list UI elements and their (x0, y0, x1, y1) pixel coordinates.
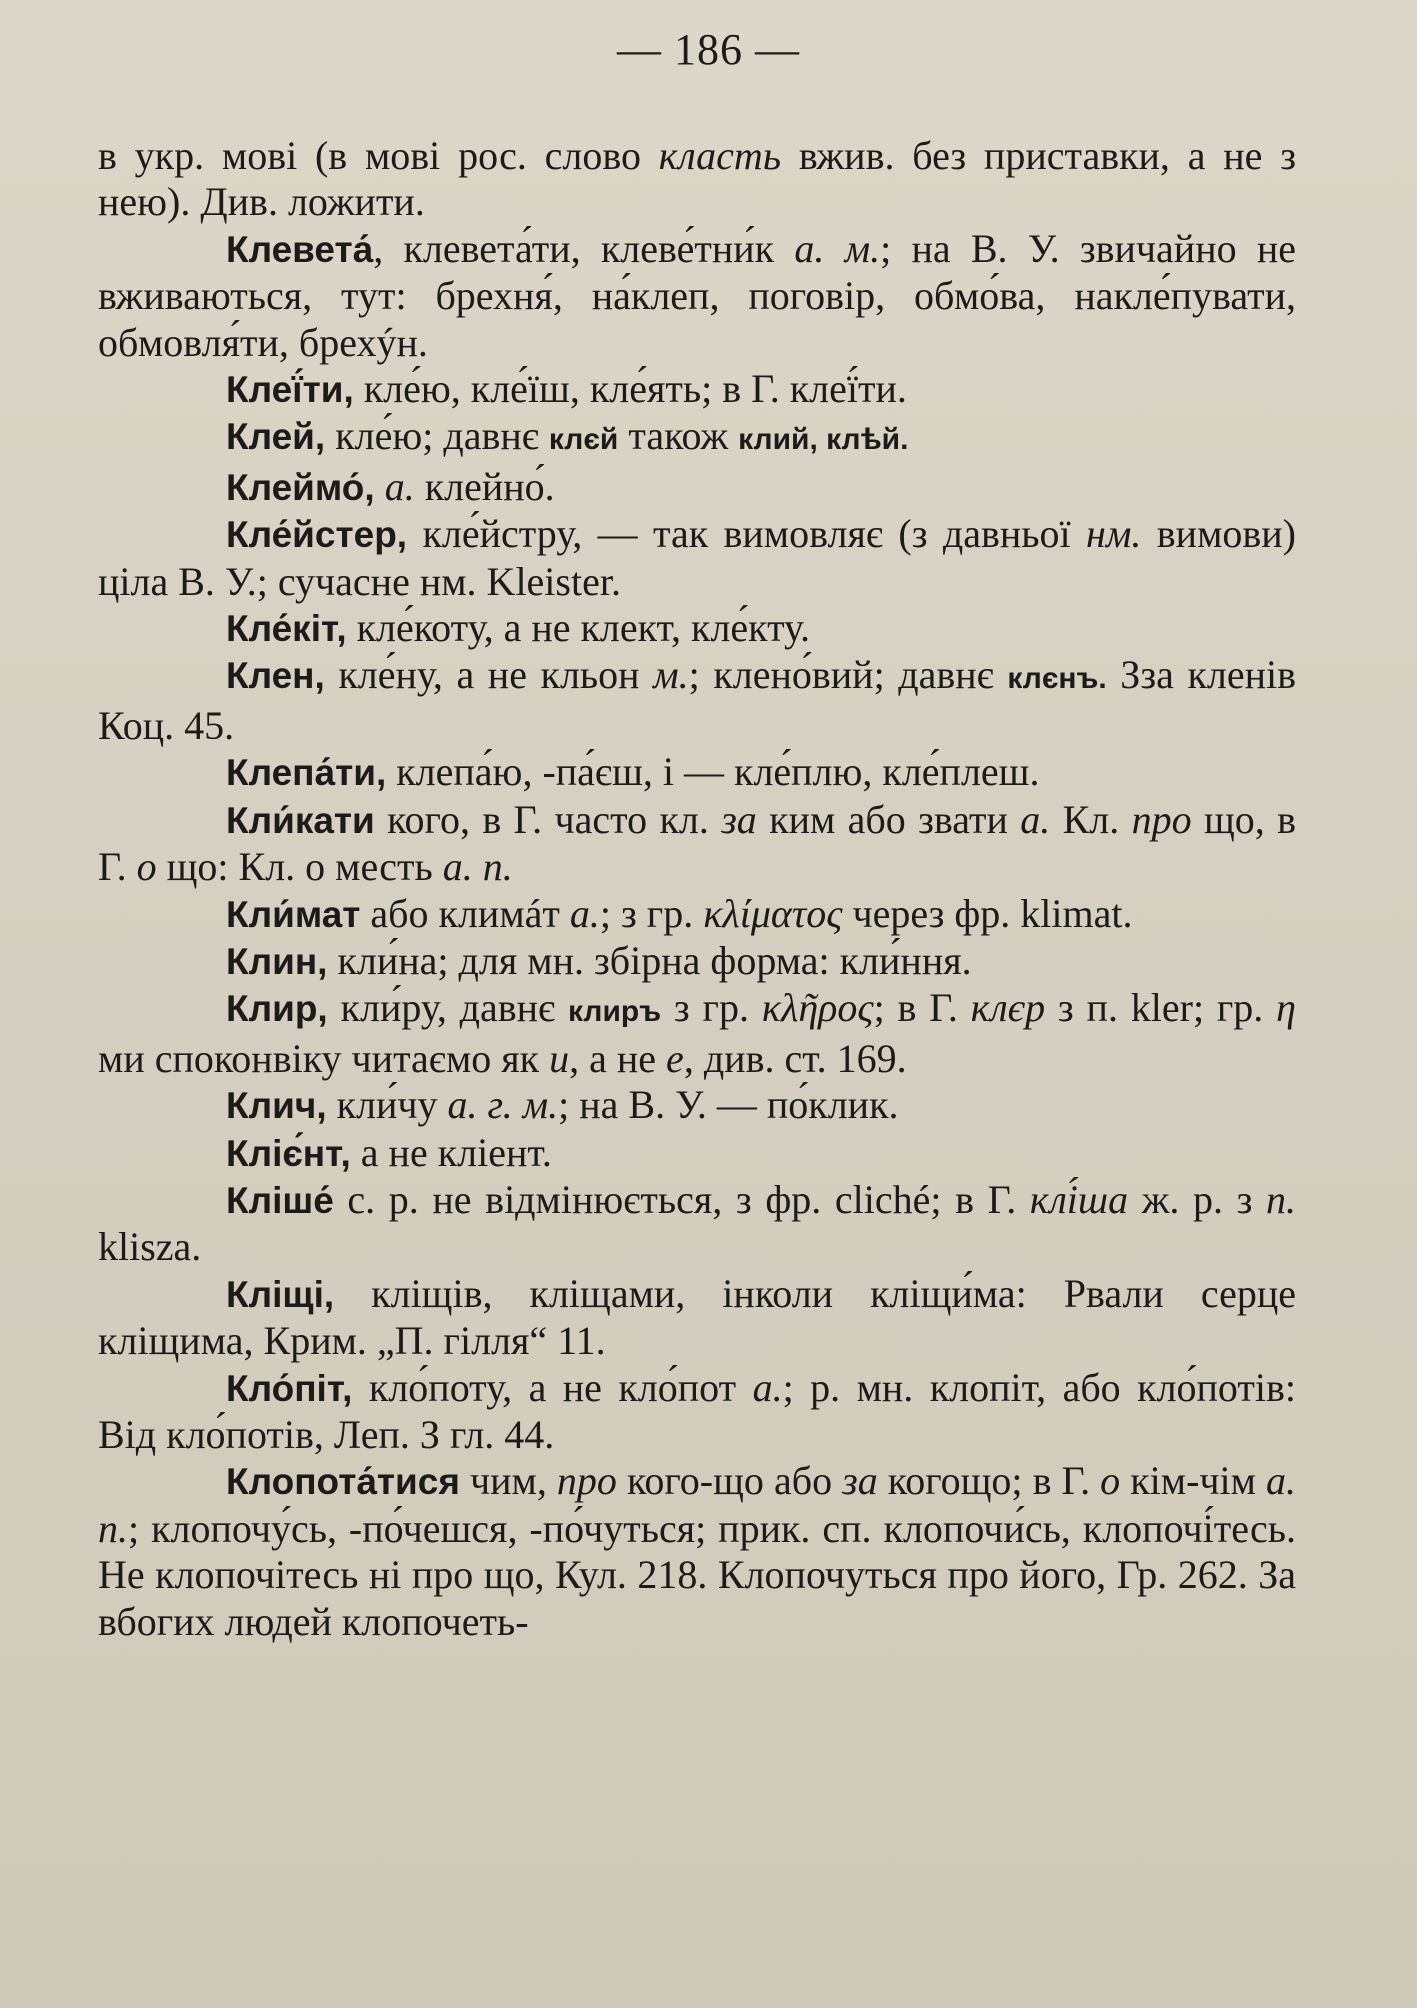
entry-text: кле́ю, кле́їш, кле́ять; в Г. клеї́ти. (353, 366, 907, 412)
entry-italic: а. м. (794, 225, 881, 271)
entry-headword: Клепа́ти, (226, 752, 387, 794)
entry-text: в укр. мові (в мові рос. слово (98, 133, 659, 178)
entry-italic: нм. (1086, 511, 1142, 557)
entry-headword: Клопота́тися (226, 1461, 460, 1503)
entry-headword: Кли́кати (226, 799, 375, 841)
entry-italic: клі́ша (1029, 1176, 1129, 1222)
entry-text: також (618, 413, 739, 459)
entry-text: кле́коту, а не клект, кле́кту. (346, 605, 811, 651)
entry-text: вжив. без приставки, а не з нею). Див. ложити. (98, 133, 1297, 225)
entry-text: з п. kler; гр. (1045, 985, 1277, 1031)
entry-text: а не кліент. (350, 1129, 552, 1175)
dictionary-entry (98, 366, 1296, 413)
entry-headword: Клей, (226, 416, 326, 458)
entry-text: кліщів, кліщами, інколи кліщи́ма: Рвали серце кліщима, Крим. „П. гілля“ 11. (98, 1270, 1296, 1364)
entry-text: когощо; в Г. (877, 1458, 1101, 1504)
entry-text: , див. ст. 169. (683, 1035, 907, 1081)
entry-text: чим, (459, 1458, 557, 1504)
entry-text: ким або звати (756, 796, 1021, 842)
dictionary-entry (98, 464, 1296, 511)
entry-text: кім-чім (1120, 1458, 1266, 1504)
entry-italic: про (556, 1458, 617, 1504)
entry-italic: п. (1266, 1176, 1297, 1222)
entry-italic: κλίματος (703, 890, 843, 936)
entry-text: ; з гр. (599, 890, 704, 936)
entry-text: через фр. klimat. (842, 890, 1133, 936)
entry-text: кли́чу (326, 1082, 448, 1128)
entry-text: ; в Г. (873, 985, 971, 1031)
entry-italic: а. (384, 463, 415, 509)
entry-text: ; клопочу́сь, -по́чешся, -по́чуться; прик. сп. клопочи́сь, клопочі́тесь. Не клопочітесь ні про що, Кул. 218. Клопочуться про його, Гр. 262. За вбогих людей клопочеть- (98, 1505, 1296, 1644)
entry-headword: Клен, (226, 655, 325, 697)
entry-text: кого-що або (616, 1458, 843, 1504)
entry-italic: а. п. (442, 844, 513, 890)
entry-headword: Кле́кіт, (226, 608, 347, 650)
entry-headword: Клеймо́, (226, 466, 375, 508)
entry-text: кле́йстру, — так вимовляє (з давньої (407, 511, 1087, 557)
entry-text: кого, в Г. часто кл. (374, 796, 722, 842)
entry-text: Кл. (1050, 796, 1132, 842)
entry-text: що: Кл. о месть (156, 844, 443, 890)
dictionary-entry (98, 511, 1296, 605)
entry-headword: Кли́мат (226, 893, 361, 935)
entry-headword: Клир, (226, 988, 328, 1030)
entry-text: , а не (569, 1035, 667, 1081)
entry-text: кли́ру, давнє (327, 985, 569, 1031)
dictionary-entry (98, 1271, 1296, 1365)
entry-text: с. р. не відмінюється, з фр. cliché; в Г. (333, 1176, 1030, 1222)
entry-italic: а. (1020, 796, 1051, 842)
entry-italic: за (721, 796, 757, 842)
entry-text: вимови) ціла В. У.; сучасне нм. Kleister. (98, 511, 1296, 604)
entry-italic: про (1131, 796, 1192, 842)
dictionary-entry (98, 226, 1296, 366)
entry-headword: Клевета́ (226, 228, 374, 270)
entry-headword: Клич, (226, 1085, 327, 1127)
entry-headword: Клин, (226, 940, 328, 982)
entry-text: ; клено́вий; давнє (688, 652, 1008, 698)
dictionary-text (98, 133, 1296, 1645)
entry-italic: а. п. (98, 1458, 1296, 1551)
entry-text: klisza. (98, 1224, 202, 1270)
entry-italic: κλῆρος (761, 985, 874, 1031)
entry-text: з гр. (661, 985, 762, 1031)
dictionary-entry (98, 413, 1296, 463)
dictionary-entry (98, 652, 1296, 749)
entry-text: ми споконвіку читаємо як (98, 1035, 550, 1081)
dictionary-entry (98, 797, 1296, 891)
entry-italic: а. (752, 1364, 783, 1410)
entry-text: клепа́ю, -па́єш, і — кле́плю, кле́плеш. (386, 749, 1040, 795)
entry-italic: о (1100, 1458, 1121, 1504)
dictionary-entry (98, 891, 1296, 938)
dictionary-entry (98, 938, 1296, 985)
entry-headword: Кло́піт, (226, 1367, 353, 1409)
dictionary-entry (98, 1082, 1296, 1129)
entry-headword: Кліше́ (226, 1179, 334, 1221)
entry-text: що, в Г. (98, 796, 1297, 890)
dictionary-entry (98, 1177, 1296, 1271)
entry-text: ; на В. У. — по́клик. (558, 1082, 899, 1128)
entry-headword: Кліщі, (226, 1273, 335, 1315)
entry-text: Зза кленів Коц. 45. (98, 652, 1297, 748)
entry-text: ж. р. з (1128, 1176, 1267, 1222)
entry-old-spelling: клєнъ. (1007, 662, 1107, 696)
entry-text: кле́ну, а не кльон (324, 652, 654, 698)
entry-italic: класть (658, 133, 782, 178)
entry-headword: Клеї́ти, (226, 369, 354, 411)
entry-italic: и (549, 1035, 570, 1081)
entry-old-spelling: клий, клѣй. (738, 423, 909, 457)
entry-italic: о (136, 844, 157, 890)
dictionary-entry (98, 1458, 1296, 1645)
entry-text: або климáт (360, 890, 570, 936)
entry-text: кли́на; для мн. збірна форма: кли́ння. (327, 937, 972, 983)
entry-old-spelling: клиръ (568, 995, 662, 1029)
entry-text: клейно́. (414, 463, 555, 509)
entry-italic: м. (653, 652, 689, 698)
entry-text: кло́поту, а не кло́пот (352, 1364, 753, 1410)
entry-text: ; на В. У. звичайно не вживаються, тут: брехня́, на́клеп, поговір, обмо́ва, накле́пувати, обмовля́ти, брехýн. (98, 225, 1296, 365)
entry-text: ; р. мн. клопіт, або кло́потів: Від кло́потів, Леп. З гл. 44. (98, 1364, 1296, 1457)
dictionary-entry (98, 605, 1296, 652)
entry-italic: а. г. м. (447, 1082, 559, 1128)
entry-headword: Кліє́нт, (226, 1132, 351, 1174)
dictionary-entry (98, 1365, 1296, 1459)
entry-italic: за (842, 1458, 878, 1504)
entry-old-spelling: клєй (548, 423, 619, 457)
entry-italic: а. (569, 890, 600, 936)
page-number: — 186 — (617, 25, 800, 74)
entry-text: кле́ю; давнє (325, 413, 549, 459)
entry-italic: η (1276, 985, 1296, 1031)
dictionary-entry (98, 749, 1296, 796)
dictionary-entry (98, 1130, 1296, 1177)
entry-text (375, 464, 385, 509)
dictionary-entry (98, 985, 1296, 1082)
dictionary-entry (98, 133, 1296, 226)
entry-italic: е (666, 1035, 684, 1081)
entry-text: , клевета́ти, клеве́тни́к (373, 225, 795, 271)
entry-italic: клєр (970, 985, 1046, 1031)
entry-headword: Кле́йстер, (226, 514, 408, 556)
